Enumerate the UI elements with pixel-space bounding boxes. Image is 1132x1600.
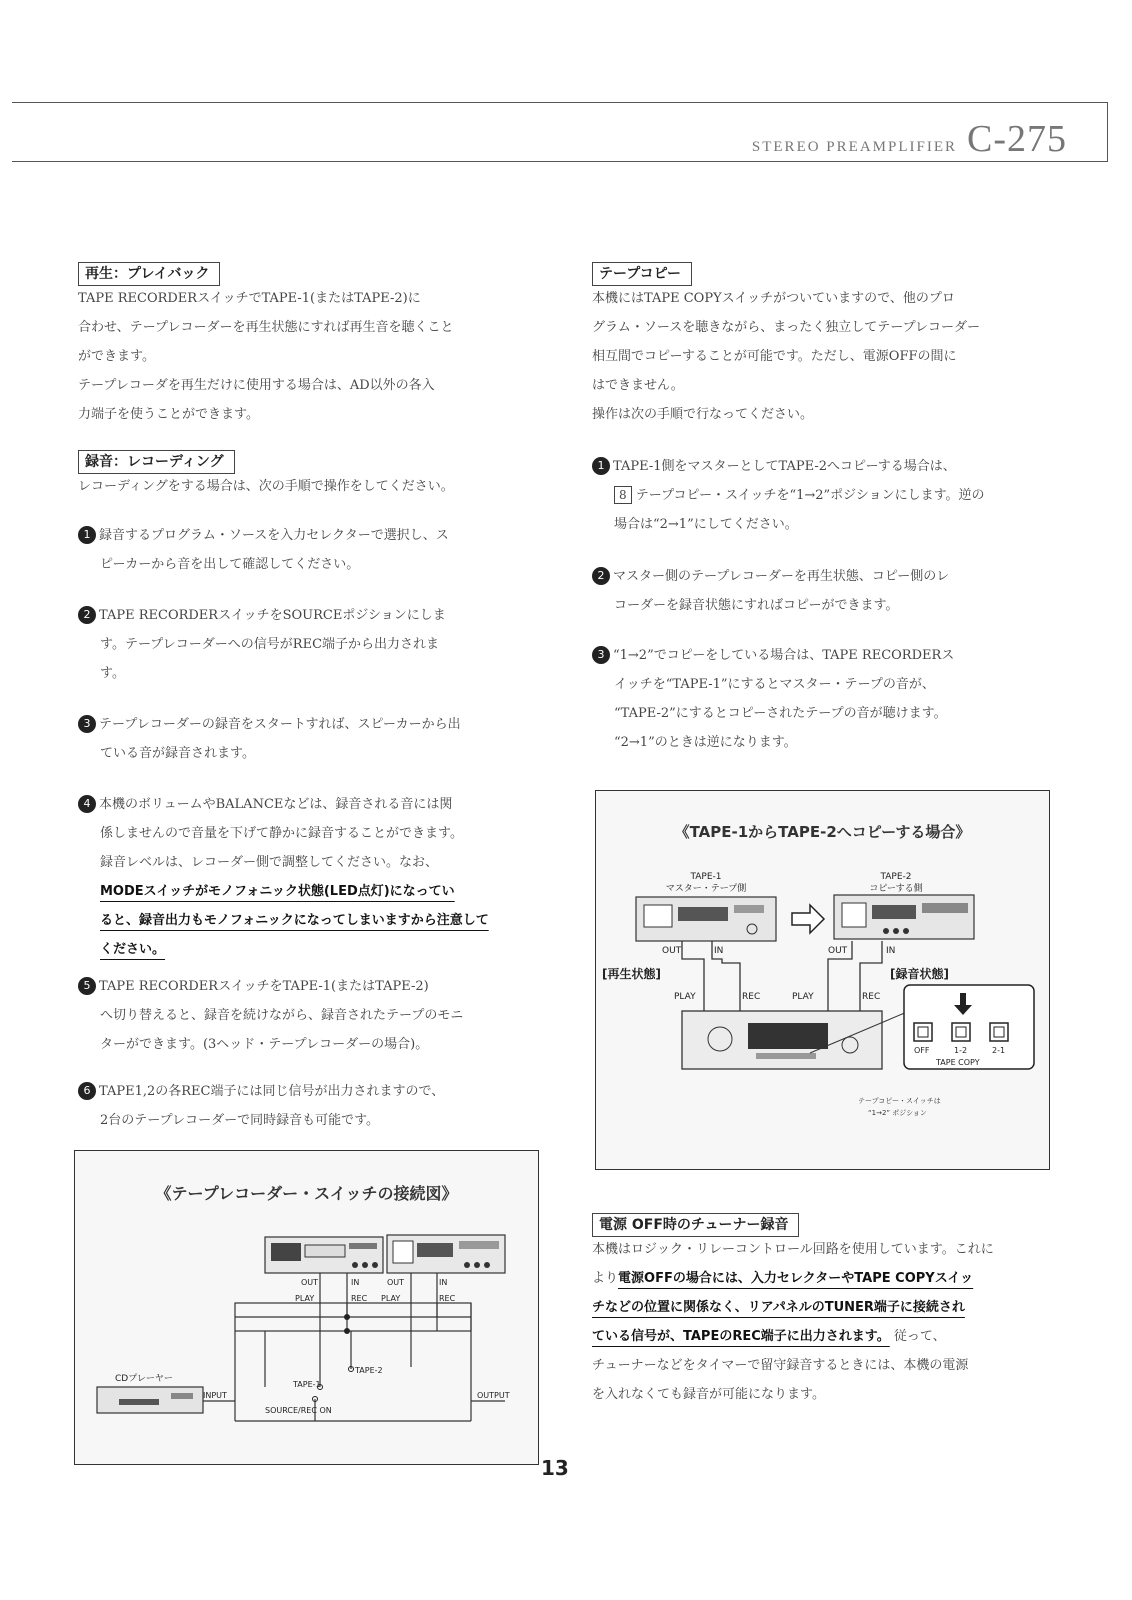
connection-diagram <box>74 1150 539 1465</box>
tape-copy-switch-callout <box>904 985 1034 1069</box>
text-line: “2→1”のときは逆になります。 <box>614 735 797 750</box>
rec-label-2: REC <box>862 992 881 1002</box>
step-number-3: 3 <box>78 715 96 733</box>
cd-player-image <box>97 1387 203 1413</box>
text-line: グラム・ソースを聴きながら、まったく独立してテープレコーダー <box>592 320 981 335</box>
tape2-sub-label: コピーする側 <box>869 884 923 894</box>
text-line: 2台のテープレコーダーで同時録音も可能です。 <box>100 1113 380 1128</box>
power-off-text <box>592 1235 1052 1409</box>
deck1-out-label: OUT <box>301 1278 319 1287</box>
emphasis-line: チなどの位置に関係なく、リアパネルのTUNER端子に接続され <box>592 1300 965 1315</box>
text-line: 係しませんので音量を下げて静かに録音することができます。 <box>100 826 463 841</box>
text-line: マスター側のテープレコーダーを再生状態、コピー側のレ <box>613 569 950 584</box>
text-fragment: 従って、 <box>893 1329 946 1344</box>
emphasis-line: ください。 <box>100 942 166 957</box>
switch-tape1-label: TAPE-1 <box>293 1380 321 1389</box>
input-label: INPUT <box>203 1391 227 1400</box>
header-title <box>752 117 1067 161</box>
text-line: 相互間でコピーすることが可能です。ただし、電源OFFの間に <box>592 349 957 364</box>
deck1-in-label: IN <box>351 1278 360 1287</box>
switch-21-label: 2-1 <box>992 1046 1006 1055</box>
emphasis-line: ている信号が、TAPEのREC端子に出力されます。 <box>592 1329 890 1344</box>
rec-state-label: [録音状態] <box>890 967 949 981</box>
switch-off-label: OFF <box>914 1046 930 1055</box>
text-line: す。テープレコーダーへの信号がREC端子から出力されま <box>100 637 440 652</box>
tape1-label: TAPE-1 <box>690 872 722 882</box>
text-line: コーダーを録音状態にすればコピーができます。 <box>614 598 899 613</box>
playback-text <box>78 284 538 429</box>
copy-connection-lines <box>682 941 882 1011</box>
switch-tape2-label: TAPE-2 <box>355 1366 383 1375</box>
text-line: を入れなくても録音が可能になります。 <box>592 1387 825 1402</box>
deck2-in-label: IN <box>439 1278 448 1287</box>
deck2-play-label: PLAY <box>381 1294 401 1303</box>
play-label-1: PLAY <box>674 992 696 1002</box>
deck2-in-label: IN <box>886 946 896 956</box>
text-line: TAPE RECORDERスイッチでTAPE-1(またはTAPE-2)に <box>78 291 421 306</box>
emphasis-line: 電源OFFの場合には、入力セレクターやTAPE COPYスイッ <box>618 1271 974 1286</box>
text-fragment: より <box>592 1271 619 1286</box>
text-line: ている音が録音されます。 <box>100 746 255 761</box>
recording-heading: 録音：レコーディング <box>78 450 235 474</box>
step-number-2: 2 <box>592 567 610 585</box>
switch-12-label: 1-2 <box>954 1046 968 1055</box>
play-label-2: PLAY <box>792 992 814 1002</box>
power-off-heading: 電源 OFF時のチューナー録音 <box>592 1213 799 1237</box>
header-frame <box>12 102 1108 162</box>
series-name: STEREO PREAMPLIFIER <box>751 139 957 155</box>
text-line: ができます。 <box>78 349 155 364</box>
text-line: TAPE RECORDERスイッチをSOURCEポジションにしま <box>99 608 446 623</box>
deck1-out-label: OUT <box>662 946 682 956</box>
recording-step-1 <box>78 521 538 579</box>
text-line: ピーカーから音を出して確認してください。 <box>100 557 360 572</box>
connection-diagram-title: 《テープレコーダー・スイッチの接続図》 <box>155 1184 458 1203</box>
text-line: 本機はロジック・リレーコントロール回路を使用しています。これに <box>592 1242 994 1257</box>
deck2-rec-label: REC <box>439 1294 456 1303</box>
emphasis-line: ると、録音出力もモノフォニックになってしまいますから注意して <box>100 913 489 928</box>
recording-step-4 <box>78 790 538 964</box>
text-line: 録音レベルは、レコーダー側で調整してください。なお、 <box>100 855 439 870</box>
playback-heading: 再生：プレイバック <box>78 262 220 286</box>
deck1-play-label: PLAY <box>295 1294 315 1303</box>
connection-diagram-svg <box>75 1151 538 1464</box>
recording-step-6 <box>78 1077 538 1135</box>
tape-copy-text <box>592 284 1052 429</box>
deck2-out-label: OUT <box>387 1278 405 1287</box>
text-line: テープレコーダを再生だけに使用する場合は、AD以外の各入 <box>78 378 435 393</box>
emphasis-line: MODEスイッチがモノフォニック状態(LED点灯)になってい <box>100 884 455 899</box>
tape1-sub-label: マスター・テープ側 <box>665 884 747 894</box>
step-number-2: 2 <box>78 606 96 624</box>
tape2-label: TAPE-2 <box>880 872 912 882</box>
cd-player-label: CDプレーヤー <box>115 1374 173 1384</box>
output-label: OUTPUT <box>477 1391 510 1400</box>
switch-note-line2: “1→2” ポジション <box>868 1109 927 1117</box>
copy-direction-arrow-icon <box>792 905 824 933</box>
deck1-in-label: IN <box>714 946 724 956</box>
step-number-1: 1 <box>78 526 96 544</box>
text-line: テープコピー・スイッチを“1→2”ポジションにします。逆の <box>635 488 985 503</box>
recording-step-3 <box>78 710 538 768</box>
step-number-3: 3 <box>592 646 610 664</box>
deck1-rec-label: REC <box>351 1294 368 1303</box>
switch-number-key: 8 <box>614 486 632 504</box>
copy-deck-image <box>834 895 974 939</box>
step-number-1: 1 <box>592 457 610 475</box>
recording-step-5 <box>78 972 538 1059</box>
master-deck-image <box>636 897 776 941</box>
page-number: 13 <box>541 1456 569 1480</box>
step-number-6: 6 <box>78 1082 96 1100</box>
text-line: チューナーなどをタイマーで留守録音するときには、本機の電源 <box>592 1358 969 1373</box>
switch-12-button <box>952 1023 970 1041</box>
text-line: 操作は次の手順で行なってください。 <box>592 407 814 422</box>
text-line: へ切り替えると、録音を続けながら、録音されたテープのモニ <box>100 1008 464 1023</box>
play-state-label: [再生状態] <box>602 967 661 981</box>
text-line: “1→2”でコピーをしている場合は、TAPE RECORDERス <box>613 648 955 663</box>
text-line: はできません。 <box>592 378 684 393</box>
text-line: 本機にはTAPE COPYスイッチがついていますので、他のプロ <box>592 291 955 306</box>
recording-step-2 <box>78 601 538 688</box>
copy-step-3 <box>592 641 1052 757</box>
text-line: 力端子を使うことができます。 <box>78 407 259 422</box>
text-line: ターができます。(3ヘッド・テープレコーダーの場合)。 <box>100 1037 429 1052</box>
copy-step-2 <box>592 562 1052 620</box>
tape-copy-diagram-title: 《TAPE-1からTAPE-2へコピーする場合》 <box>674 823 971 841</box>
switch-off-button <box>914 1023 932 1041</box>
text-line: 場合は“2→1”にしてください。 <box>614 517 798 532</box>
tape-deck-2-image <box>387 1235 505 1273</box>
step-number-5: 5 <box>78 977 96 995</box>
preamplifier-image <box>682 1011 882 1069</box>
tape-copy-heading: テープコピー <box>592 262 692 286</box>
step-number-4: 4 <box>78 795 96 813</box>
tape-copy-diagram <box>595 790 1050 1170</box>
tape-deck-1-image <box>265 1237 383 1273</box>
text-line: イッチを“TAPE-1”にするとマスター・テープの音が、 <box>614 677 935 692</box>
recording-intro: レコーディングをする場合は、次の手順で操作をしてください。 <box>78 479 454 494</box>
text-line: “TAPE-2”にするとコピーされたテープの音が聴けます。 <box>614 706 947 721</box>
text-line: 合わせ、テープレコーダーを再生状態にすれば再生音を聴くこと <box>78 320 454 335</box>
tape-copy-svg <box>596 791 1049 1169</box>
tape-copy-label: TAPE COPY <box>936 1058 980 1067</box>
text-line: TAPE-1側をマスターとしてTAPE-2へコピーする場合は、 <box>613 459 956 474</box>
switch-21-button <box>990 1023 1008 1041</box>
text-line: 本機のボリュームやBALANCEなどは、録音される音には関 <box>99 797 453 812</box>
text-line: 録音するプログラム・ソースを入力セレクターで選択し、ス <box>99 528 449 543</box>
deck2-out-label: OUT <box>828 946 848 956</box>
switch-note-line1: テープコピー・スイッチは <box>858 1097 941 1105</box>
text-line: す。 <box>100 666 125 681</box>
text-line: TAPE1,2の各REC端子には同じ信号が出力されますので、 <box>99 1084 445 1099</box>
rec-label-1: REC <box>742 992 761 1002</box>
switch-source-label: SOURCE/REC ON <box>265 1406 332 1415</box>
text-line: テープレコーダーの録音をスタートすれば、スピーカーから出 <box>99 717 461 732</box>
model-name: C-275 <box>967 118 1067 160</box>
copy-step-1 <box>592 452 1052 539</box>
text-line: TAPE RECORDERスイッチをTAPE-1(またはTAPE-2) <box>99 979 429 994</box>
